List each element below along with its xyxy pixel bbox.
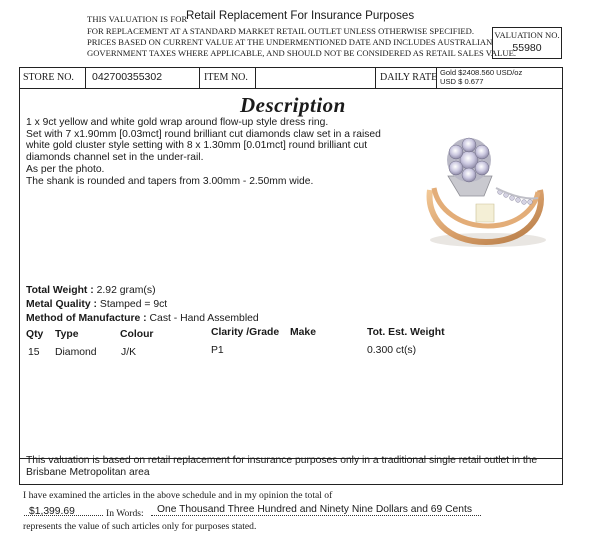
header-label: THIS VALUATION IS FOR [87,14,188,24]
daily-rate-label: DAILY RATE [380,72,438,83]
description-line: The shank is rounded and tapers from 3.00mm - 2.50mm wide. [26,175,314,187]
row-qty: 15 [28,347,40,358]
header-line-2: PRICES BASED ON CURRENT VALUE AT THE UNDERMENTIONED DATE AND INCLUDES AUSTRALIAN [87,37,493,47]
header-line-3: GOVERNMENT TAXES WHERE APPLICABLE, AND SHOULD NOT BE CONSIDERED AS RETAIL SALES VALUE. [87,48,516,58]
metal-quality-value: Stamped = 9ct [99,299,168,310]
footer-note: This valuation is based on retail replacement for insurance purposes only in a traditional single retail outlet in the Brisbane Metropolitan area [26,455,538,478]
valuation-number-label: VALUATION NO. [494,30,560,40]
total-weight-label: Total Weight : [26,285,94,296]
store-no-label: STORE NO. [23,72,74,83]
certification-line-2: represents the value of such articles only for purposes stated. [23,521,257,532]
usd-rate: USD $ 0.677 [440,77,484,86]
divider [85,67,86,89]
row-clarity: P1 [211,345,224,356]
divider [255,67,256,89]
divider [436,67,437,89]
description-title: Description [240,93,346,117]
total-amount: $1,399.69 [29,506,75,517]
in-words-value: One Thousand Three Hundred and Ninety Nine Dollars and 69 Cents [157,504,473,515]
total-weight [26,285,156,296]
valuation-number: 55980 [512,42,542,54]
divider [375,67,376,89]
valuation-purpose: Retail Replacement For Insurance Purposes [186,9,415,22]
info-row [19,67,563,89]
description-line: diamonds channel set in the under-rail. [26,152,204,164]
description-text [26,117,406,187]
manufacture-value: Cast - Hand Assembled [149,313,259,324]
ring-photo [408,118,554,256]
certification-line-1: I have examined the articles in the above schedule and in my opinion the total of [23,490,333,501]
row-type: Diamond [55,347,97,358]
description-line: white gold cluster style setting with 8 x 1.30mm [0.01mct] round brilliant cut [26,140,368,152]
words-dotted-line [151,515,481,516]
col-qty: Qty [26,329,44,340]
metal-quality [26,299,167,310]
description-line: 1 x 9ct yellow and white gold wrap around flow-up style dress ring. [26,117,329,128]
gold-rate: Gold $2408.560 USD/oz [440,68,523,77]
description-line: Set with 7 x1.90mm [0.03mct] round brilliant cut diamonds claw set in a raised [26,128,381,140]
manufacture-label: Method of Manufacture : [26,313,147,324]
row-colour: J/K [121,347,137,358]
metal-quality-label: Metal Quality : [26,299,98,310]
col-weight: Tot. Est. Weight [367,327,445,338]
header-line-1: FOR REPLACEMENT AT A STANDARD MARKET RETAIL OUTLET UNLESS OTHERWISE SPECIFIED. [87,26,475,36]
col-type: Type [55,329,79,340]
col-clarity: Clarity /Grade [211,327,280,338]
total-weight-value: 2.92 gram(s) [96,285,156,296]
divider [199,67,200,89]
manufacture-method [26,313,259,324]
item-no-label: ITEM NO. [204,72,248,83]
row-weight: 0.300 ct(s) [367,345,417,356]
store-no: 042700355302 [92,71,163,83]
col-colour: Colour [120,329,154,340]
description-line: As per the photo. [26,163,105,175]
col-make: Make [290,327,316,338]
amount-dotted-line [24,515,103,516]
valuation-number-box [492,27,562,59]
in-words-label: In Words: [106,508,144,519]
